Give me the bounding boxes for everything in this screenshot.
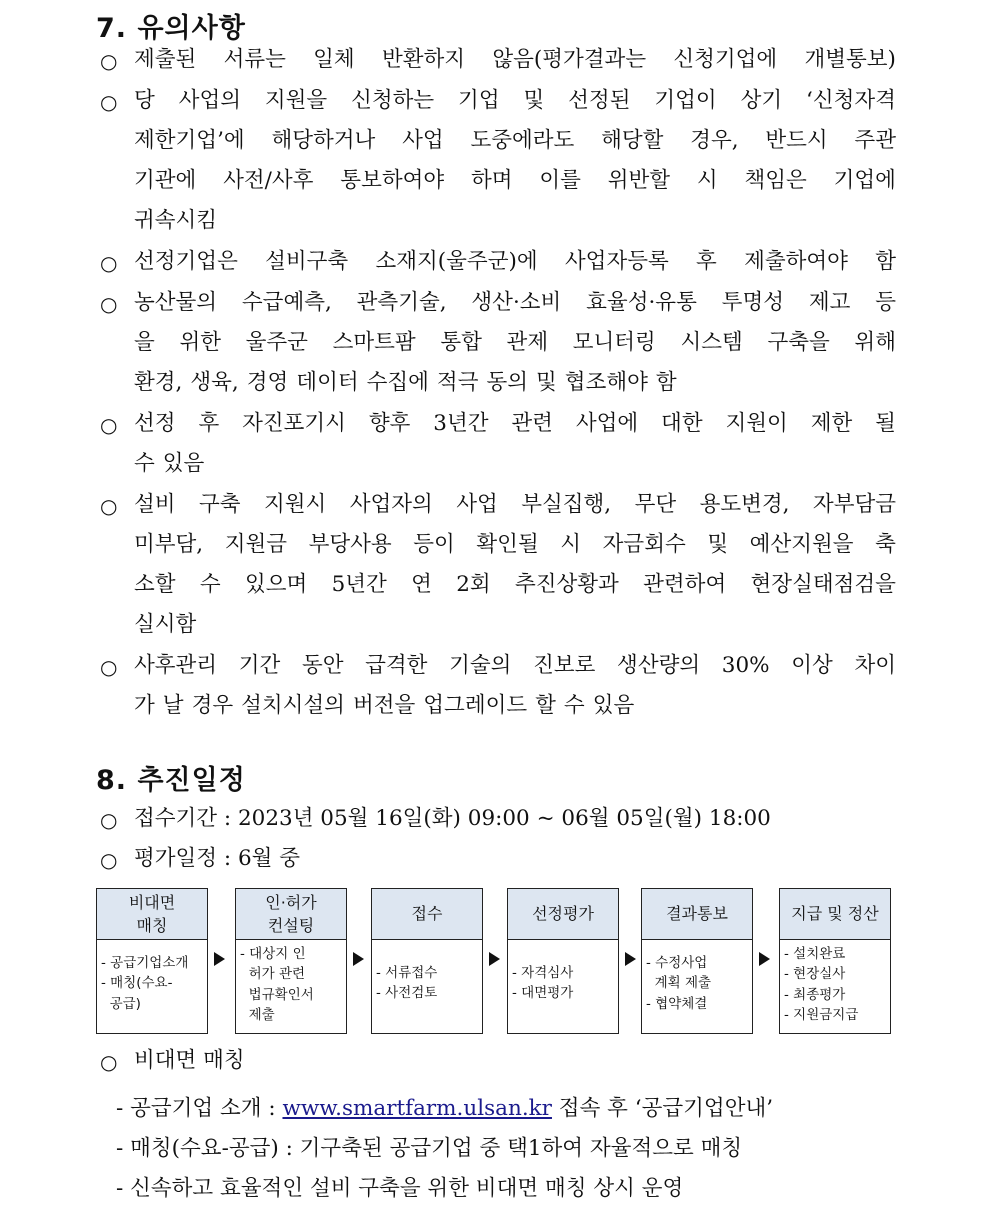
matching-item-matching: - 매칭(수요-공급) : 기구축된 공급기업 중 택1하여 자율적으로 매칭 bbox=[116, 1136, 743, 1161]
bullet-icon: ○ bbox=[100, 1050, 118, 1074]
caution-item-2-line-1: 당 사업의 지원을 신청하는 기업 및 선정된 기업이 상기 ‘신청자격 bbox=[134, 88, 896, 113]
caution-item-6-line-1: 설비 구축 지원시 사업자의 사업 부실집행, 무단 용도변경, 자부담금 bbox=[134, 492, 896, 517]
flow-step-6 bbox=[779, 888, 891, 1034]
flow-step-details: - 수정사업 계획 제출 - 협약체결 bbox=[646, 955, 712, 1012]
caution-item-4-line-1: 농산물의 수급예측, 관측기술, 생산·소비 효율성·유통 투명성 제고 등 bbox=[134, 290, 896, 315]
arrow-right-icon bbox=[489, 952, 500, 966]
matching-title: 비대면 매칭 bbox=[134, 1048, 245, 1073]
bullet-icon: ○ bbox=[100, 49, 118, 73]
caution-item-2-line-3: 기관에 사전/사후 통보하여야 하며 이를 위반할 시 책임은 기업에 bbox=[134, 168, 896, 193]
bullet-icon: ○ bbox=[100, 655, 118, 679]
caution-item-7-line-2: 가 날 경우 설치시설의 버전을 업그레이드 할 수 있음 bbox=[134, 693, 635, 718]
caution-item-7-line-1: 사후관리 기간 동안 급격한 기술의 진보로 생산량의 30% 이상 차이 bbox=[134, 653, 896, 678]
flow-step-details: - 공급기업소개 - 매칭(수요- 공급) bbox=[101, 955, 189, 1012]
matching-item-supplier-intro: - 공급기업 소개 : www.smartfarm.ulsan.kr 접속 후 ‘공급기업안내’ bbox=[116, 1096, 774, 1121]
flow-step-title: 결과통보 bbox=[642, 889, 752, 940]
caution-item-1-line-1: 제출된 서류는 일체 반환하지 않음(평가결과는 신청기업에 개별통보) bbox=[134, 47, 896, 72]
caution-item-6-line-4: 실시함 bbox=[134, 612, 197, 637]
caution-item-4-line-3: 환경, 생육, 경영 데이터 수집에 적극 동의 및 협조해야 함 bbox=[134, 370, 677, 395]
flow-step-title: 지급 및 정산 bbox=[780, 889, 890, 940]
bullet-icon: ○ bbox=[100, 848, 118, 872]
flow-step-details: - 서류접수 - 사전검토 bbox=[376, 965, 438, 1002]
arrow-right-icon bbox=[625, 952, 636, 966]
caution-item-2-line-4: 귀속시킴 bbox=[134, 208, 218, 233]
caution-item-5-line-2: 수 있음 bbox=[134, 451, 205, 476]
flow-step-title: 비대면 매칭 bbox=[97, 889, 207, 940]
schedule-reception-period: 접수기간 : 2023년 05월 16일(화) 09:00 ~ 06월 05일(월) 18:00 bbox=[134, 806, 771, 831]
caution-item-5-line-1: 선정 후 자진포기시 향후 3년간 관련 사업에 대한 지원이 제한 될 bbox=[134, 411, 896, 436]
flow-step-title: 인·허가 컨설팅 bbox=[236, 889, 346, 940]
bullet-icon: ○ bbox=[100, 808, 118, 832]
caution-item-3-line-1: 선정기업은 설비구축 소재지(울주군)에 사업자등록 후 제출하여야 함 bbox=[134, 249, 896, 274]
flow-step-1 bbox=[96, 888, 208, 1034]
section-8-title: 8. 추진일정 bbox=[96, 765, 246, 796]
flow-step-2 bbox=[235, 888, 347, 1034]
caution-item-4-line-2: 을 위한 울주군 스마트팜 통합 관제 모니터링 시스템 구축을 위해 bbox=[134, 330, 896, 355]
bullet-icon: ○ bbox=[100, 251, 118, 275]
flow-step-4 bbox=[507, 888, 619, 1034]
bullet-icon: ○ bbox=[100, 90, 118, 114]
bullet-icon: ○ bbox=[100, 292, 118, 316]
caution-item-2-line-2: 제한기업’에 해당하거나 사업 도중에라도 해당할 경우, 반드시 주관 bbox=[134, 128, 896, 153]
caution-item-6-line-3: 소할 수 있으며 5년간 연 2회 추진상황과 관련하여 현장실태점검을 bbox=[134, 572, 896, 597]
flow-step-3 bbox=[371, 888, 483, 1034]
flow-step-details: - 설치완료 - 현장실사 - 최종평가 - 지원금지급 bbox=[784, 946, 859, 1023]
arrow-right-icon bbox=[759, 952, 770, 966]
bullet-icon: ○ bbox=[100, 494, 118, 518]
arrow-right-icon bbox=[353, 952, 364, 966]
matching-item-always-on: - 신속하고 효율적인 설비 구축을 위한 비대면 매칭 상시 운영 bbox=[116, 1176, 684, 1201]
flow-step-title: 선정평가 bbox=[508, 889, 618, 940]
section-7-title: 7. 유의사항 bbox=[96, 13, 246, 44]
flow-step-details: - 대상지 인 허가 관련 법규확인서 제출 bbox=[240, 946, 314, 1023]
flow-step-title: 접수 bbox=[372, 889, 482, 940]
flow-step-5 bbox=[641, 888, 753, 1034]
caution-item-6-line-2: 미부담, 지원금 부당사용 등이 확인될 시 자금회수 및 예산지원을 축 bbox=[134, 532, 896, 557]
bullet-icon: ○ bbox=[100, 413, 118, 437]
schedule-evaluation: 평가일정 : 6월 중 bbox=[134, 846, 301, 871]
smartfarm-link[interactable]: www.smartfarm.ulsan.kr bbox=[282, 1096, 552, 1121]
arrow-right-icon bbox=[214, 952, 225, 966]
flow-step-details: - 자격심사 - 대면평가 bbox=[512, 965, 574, 1002]
